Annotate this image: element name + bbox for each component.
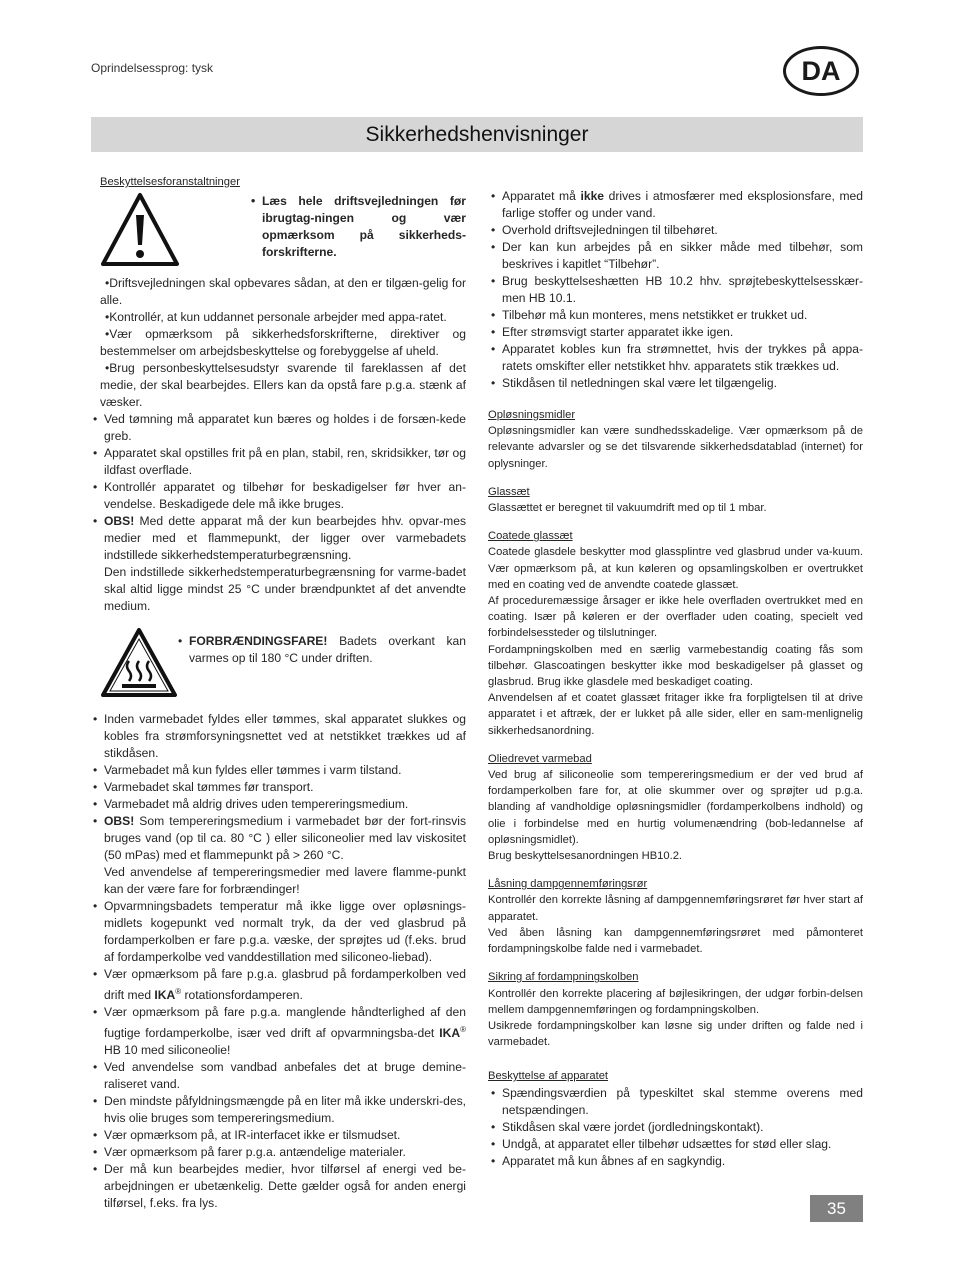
section-glassware (488, 484, 863, 516)
section-text: Coatede glasdele beskytter mod glassplintre ved glasbrud under va-kuum. Vær opmærksom på, at kun køleren og opsamlingskolben er overtrukket med en coating ved de anvendte coatede glassæt. (488, 546, 863, 591)
section-text: Kontrollér den korrekte placering af bøjlesikringen, der udgør forbin-delsen mellem dampgennemføringen og fordampningskolben. (488, 987, 863, 1016)
original-language-note: Oprindelsessprog: tysk (91, 61, 214, 75)
list-item: • Der kan kun arbejdes på en sikker måde med tilbehør, som beskrives i kapitlet “Tilbehør”. (488, 239, 863, 273)
warning-triangle-icon (100, 191, 180, 269)
burn-text: Badets overkant kan varmes op til 180 °C under driften. (189, 634, 466, 665)
burn-warning-block (100, 623, 466, 699)
section-text: Ved åben låsning kan dampgennemføringsrøret med påmonteret fordampningskolbe falde ned i varmebadet. (488, 926, 863, 956)
section-text: Brug beskyttelsesanordningen HB10.2. (488, 850, 683, 863)
list-item: • Ved tømning må apparatet kun bæres og holdes i de forsæn-kede greb. (90, 411, 466, 445)
section-text: Anvendelsen af et coatet glassæt fritager ikke fra forpligtelsen til at drive apparatet i et aftræk, der er lukket på alle sider, eller en sam-menlignelig sikkerhedsanordning. (488, 692, 863, 737)
list-item: • Vær opmærksom på farer p.g.a. antændelige materialer. (90, 1144, 466, 1161)
list-item: • Varmebadet skal tømmes før transport. (90, 779, 466, 796)
general-warning-block (100, 191, 466, 269)
list-item: • Efter strømsvigt starter apparatet ikke igen. (488, 324, 863, 341)
burn-warning (175, 633, 466, 667)
section-text: Glassættet er beregnet til vakuumdrift med op til 1 mbar. (488, 502, 767, 515)
obs-subtext: Ved anvendelse af tempereringsmedier med lavere flamme-punkt kan der være fare for forbrændinger! (104, 865, 466, 896)
list-item: • Spændingsværdien på typeskiltet skal stemme overens med netspændingen. (488, 1085, 863, 1119)
list-item: • Vær opmærksom på, at IR-interfacet ikke er tilsmudset. (90, 1127, 466, 1144)
ika-text-pre: Vær opmærksom på fare p.g.a. manglende håndterlighed af den fugtige fordamperkolbe, især ved drift af opvarmningsba-det (104, 1005, 466, 1041)
section-heading: Sikring af fordampningskolben (488, 971, 639, 984)
text-post: drives i atmosfærer med eksplosionsfare, med farlige stoffer og under vand. (502, 189, 863, 220)
section-coated-glassware (488, 528, 863, 739)
section-text: Kontrollér den korrekte låsning af dampgennemføringsrøret før hver start af apparatet. (488, 894, 863, 923)
section-text: Opløsningsmidler kan være sundhedsskadelige. Vær opmærksom på de relevante advarsler og se det tilsvarende sikkerhedsdatablad (internet) for oplysninger. (488, 425, 863, 470)
section-solvents (488, 407, 863, 472)
section-heading: Oliedrevet varmebad (488, 752, 592, 765)
list-item: • Stikdåsen skal være jordet (jordledningskontakt). (488, 1119, 863, 1136)
list-item: • Driftsvejledningen skal opbevares sådan, at den er tilgæn-gelig for alle. (100, 275, 466, 309)
list-item: • Vær opmærksom på sikkerhedsforskrifterne, direktiver og bestemmelser om arbejdsbeskyttelse og forebyggelse af uheld. (100, 326, 466, 360)
section-heading: Glassæt (488, 485, 530, 498)
list-item: • Apparatet kobles kun fra strømnettet, hvis der trykkes på appa-ratets omskifter eller netstikket hhv. apparatets stik trækkes ud. (488, 341, 863, 375)
list-item: • Opvarmningsbadets temperatur må ikke ligge over opløsnings-midlets kogepunkt ved normalt tryk, da der ved glasbrud på fordamperkolben er fare p.g.a. væske, der sprøjtes ud (f.eks. brud af fordamperkolbe ved vanddestillation med siliconeo-liebad). (90, 898, 466, 966)
section-heading-protection: Beskyttelsesforanstaltninger (100, 176, 240, 188)
list-item: • Der må kun bearbejdes medier, hvor tilførsel af energi ved be-arbejdningen er ubetænkelig. Dette gælder også for anden energi tilførsel, f.eks. fra lys. (90, 1161, 466, 1212)
obs-note-flashpoint (90, 513, 466, 564)
ika-brand: IKA (154, 988, 176, 1003)
list-item: • Apparatet må kun åbnes af en sagkyndig. (488, 1153, 863, 1170)
ika-text-post: rotationsfordamperen. (184, 988, 303, 1003)
obs-text: Som tempereringsmedium i varmebadet bør der fort-rinsvis bruges vand (op til ca. 80 °C ) eller siliconeolier med lav viskositet (50 mPas) med et flammepunkt på > 260 °C. (104, 814, 466, 862)
list-item: • Den mindste påfyldningsmængde på en liter må ikke underskri-des, hvis olie bruges som tempereringsmedium. (90, 1093, 466, 1127)
section-text: Ved brug af siliconeolie som tempereringsmedium er der ved brud af fordamperkolben fare for, at olie skummer over og sprøjter ud p.g.a. blanding af vandholdige opløsningsmidler (fordamperkolbens indhold) og olie i forbindelse med en hurtig volumenændring (bob-ledannelse af opløsningsmidlet). (488, 769, 863, 846)
obs-label: OBS! (104, 814, 135, 828)
obs-label: OBS! (104, 514, 135, 528)
list-item-explosion (488, 188, 863, 222)
list-item: • Tilbehør må kun monteres, mens netstikket er trukket ud. (488, 307, 863, 324)
list-item: • Varmebadet må kun fyldes eller tømmes i varm tilstand. (90, 762, 466, 779)
list-item: • Inden varmebadet fyldes eller tømmes, skal apparatet slukkes og kobles fra strømforsyningsnettet ved at netstikket trækkes ud af stikdåsen. (90, 711, 466, 762)
section-device-protection (488, 1068, 863, 1170)
list-item: • Ved anvendelse som vandbad anbefales det at bruge demine-raliseret vand. (90, 1059, 466, 1093)
section-heading: Beskyttelse af apparatet (488, 1070, 609, 1083)
page-title: Sikkerhedshenvisninger (91, 117, 863, 152)
right-column (488, 188, 863, 1170)
list-item: • Apparatet skal opstilles frit på en plan, stabil, ren, skridsikker, tør og ildfast overflade. (90, 445, 466, 479)
list-item: • Undgå, at apparatet eller tilbehør udsættes for stød eller slag. (488, 1136, 863, 1153)
language-badge: DA (783, 46, 859, 96)
list-item-ika (90, 1004, 466, 1059)
list-item: • Brug personbeskyttelsesudstyr svarende til fareklassen af det medie, der skal bearbejdes. Ellers kan da opstå fare p.g.a. stænk af væsker. (100, 360, 466, 411)
ika-text-pre: Vær opmærksom på fare p.g.a. glasbrud på fordamperkolben ved drift med (104, 967, 466, 1003)
section-heading: Opløsningsmidler (488, 409, 576, 421)
section-text: Fordampningskolben med en særlig varmebestandig coating fås som tilbehør. Glascoatingen beskytter ikke mod beskadigelser på glasset og glasbrud. Brug ikke glasdele med beskadiget coating. (488, 643, 863, 689)
burn-label: FORBRÆNDINGSFARE! (189, 634, 328, 648)
section-vapor-tube-lock (488, 876, 863, 957)
warning-read-manual: • Læs hele driftsvejledningen før ibrugtag-ningen og vær opmærksom på sikkerheds-forskrifterne. (248, 193, 466, 261)
list-item: • Overhold driftsvejledningen til tilbehøret. (488, 222, 863, 239)
ika-brand: IKA (439, 1026, 461, 1041)
section-heading: Låsning dampgennemføringsrør (488, 878, 648, 891)
obs-note-medium (90, 813, 466, 864)
section-heading: Coatede glassæt (488, 530, 573, 543)
list-item: • Varmebadet må aldrig drives uden tempereringsmedium. (90, 796, 466, 813)
ikke-bold: ikke (580, 189, 605, 203)
left-column (100, 174, 466, 1212)
ika-text-post: HB 10 med siliconeolie! (104, 1043, 231, 1058)
section-text: Af proceduremæssige årsager er ikke hele overfladen overtrukket med en coating. Især på køleren er der overflader uden coating, specielt ved forbindelsessteder og tilslutninger. (488, 595, 863, 640)
obs-text: Med dette apparat må der kun bearbejdes hhv. opvar-mes medier med et flammepunkt, der ligger over varmebadets indstillede sikkerhedstemperaturbegrænsning. (104, 514, 466, 562)
obs-subtext: Den indstillede sikkerhedstemperaturbegrænsning for varme-badet skal altid ligge mindst 25 °C under brændpunktet af det anvendte medium. (104, 565, 466, 613)
section-text: Usikrede fordampningskolber kan løsne sig under driften og falde ned i varmebadet. (488, 1019, 863, 1049)
list-item-ika (90, 966, 466, 1004)
hot-surface-icon (100, 627, 178, 699)
list-item: • Kontrollér apparatet og tilbehør for beskadigelser før hver an-vendelse. Beskadigede dele må ikke bruges. (90, 479, 466, 513)
list-item: • Stikdåsen til netledningen skal være let tilgængelig. (488, 375, 863, 392)
section-oil-bath (488, 751, 863, 864)
text-pre: Apparatet må (502, 189, 576, 203)
ika-registered: ® (460, 1025, 466, 1035)
list-item: • Brug beskyttelseshætten HB 10.2 hhv. sprøjtebeskyttelsesskær-men HB 10.1. (488, 273, 863, 307)
section-flask-securing (488, 969, 863, 1050)
ika-registered: ® (175, 987, 182, 996)
list-item: • Kontrollér, at kun uddannet personale arbejder med appa-ratet. (100, 309, 466, 326)
page-number: 35 (810, 1195, 863, 1222)
